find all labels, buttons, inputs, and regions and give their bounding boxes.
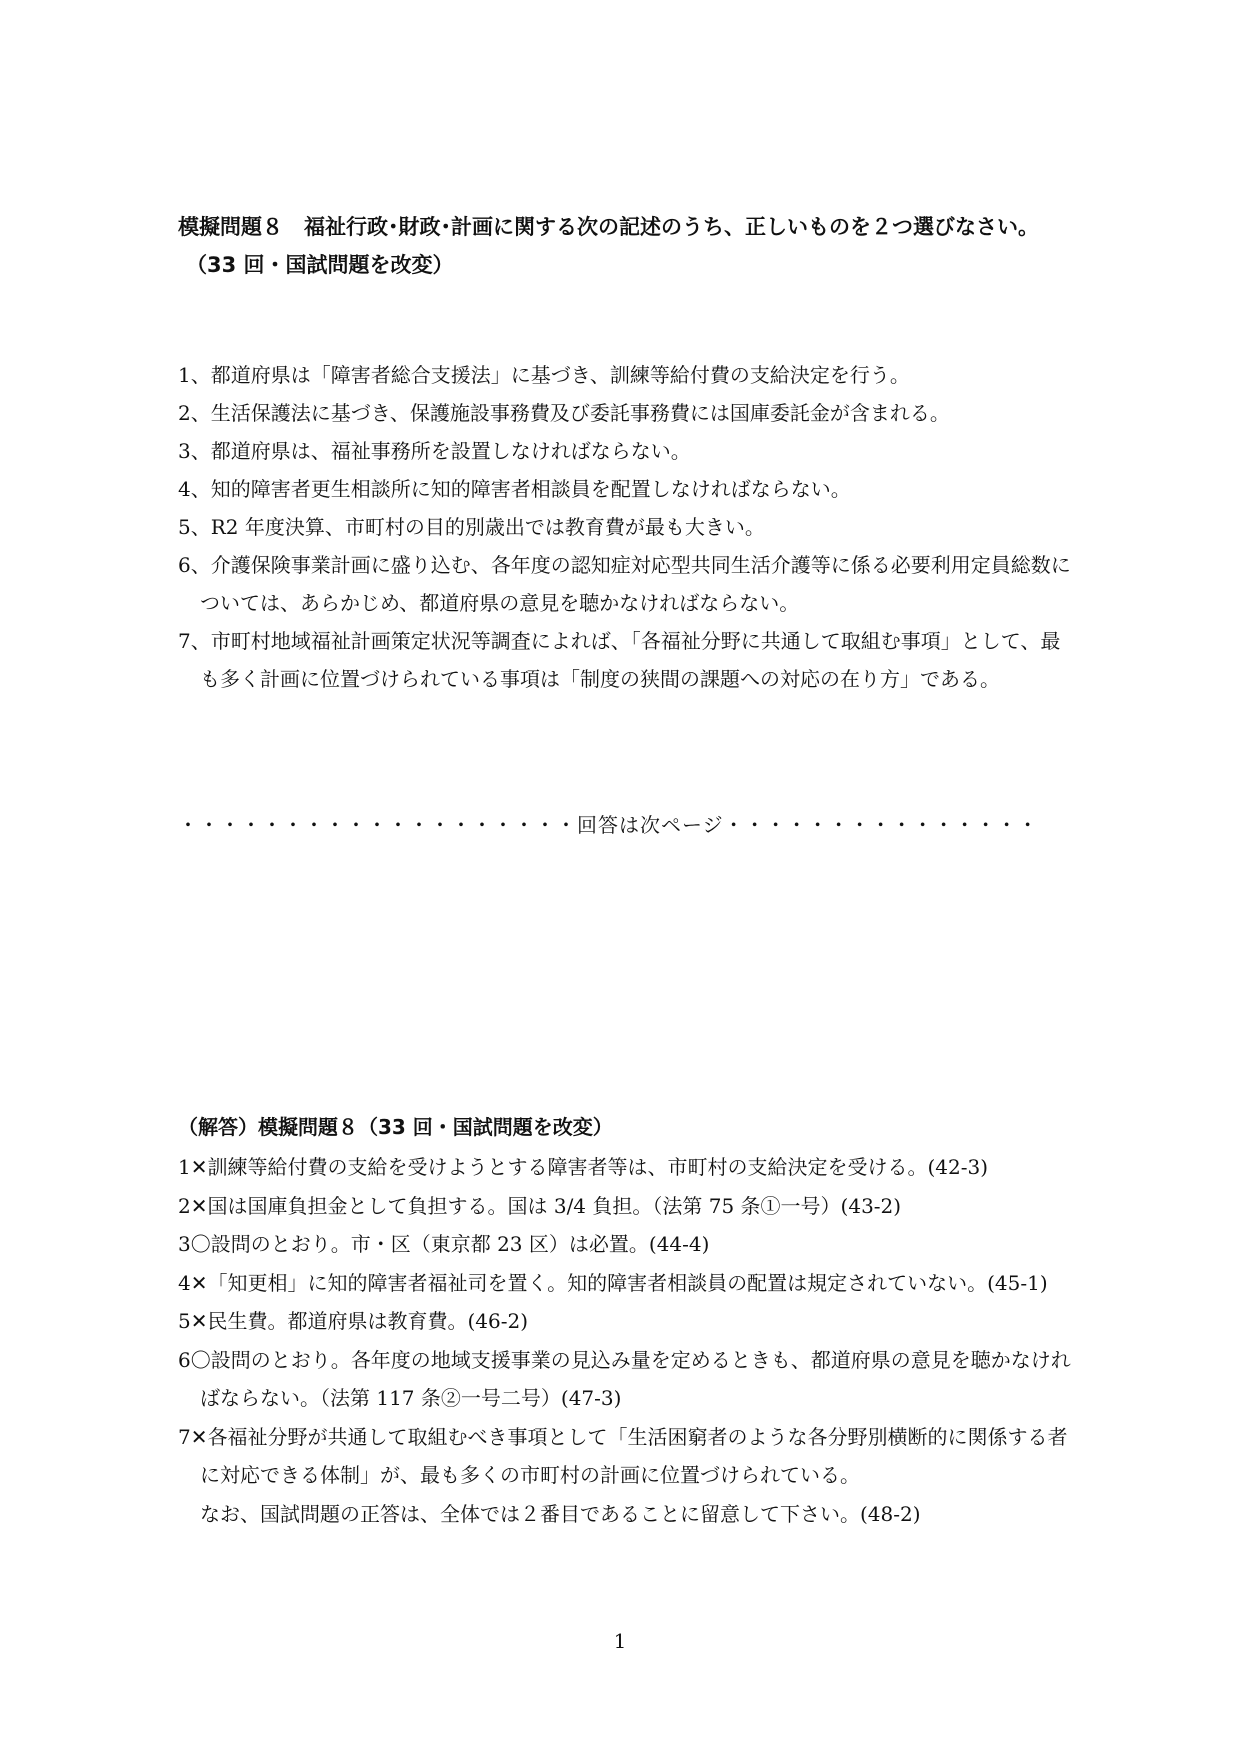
answer-item-1: 1✕訓練等給付費の支給を受けようとする障害者等は、市町村の支給決定を受ける。(42-3) (178, 1155, 989, 1179)
answer-item-6: 6〇設問のとおり。各年度の地域支援事業の見込み量を定めるときも、都道府県の意見を聴かなければならない。（法第 117 条②一号二号）(47-3) (178, 1347, 1071, 1410)
answer-item-2: 2✕国は国庫負担金として負担する。国は 3/4 負担。（法第 75 条①一号）(43-2) (178, 1193, 902, 1218)
answer-item-4: 4✕「知更相」に知的障害者福祉司を置く。知的障害者相談員の配置は規定されていない。(45-1) (178, 1270, 1048, 1295)
answer-item-7 (178, 1418, 1078, 1534)
question-title: 模擬問題８ 福祉行政･財政･計画に関する次の記述のうち、正しいものを２つ選びなさい。 (178, 215, 1039, 239)
answer-note: なお、国試問題の正答は、全体では２番目であることに留意して下さい。(48-2) (200, 1501, 921, 1526)
answer-title: （解答）模擬問題８（33 回・国試問題を改変） (178, 1115, 613, 1139)
answer-item-5: 5✕民生費。都道府県は教育費。(46-2) (178, 1309, 529, 1333)
answer-list (178, 1148, 1078, 1533)
answer-item-7-text: 7✕各福祉分野が共通して取組むべき事項として「生活困窮者のような各分野別横断的に関係する者に対応できる体制」が、最も多くの市町村の計画に位置づけられている。 (178, 1424, 1068, 1487)
choice-item-5: 5、R2 年度決算、市町村の目的別歳出では教育費が最も大きい。 (178, 515, 765, 539)
next-page-divider: ・・・・・・・・・・・・・・・・・・・回答は次ページ・・・・・・・・・・・・・・・ (178, 813, 1039, 837)
choice-item-2: 2、生活保護法に基づき、保護施設事務費及び委託事務費には国庫委託金が含まれる。 (178, 401, 950, 425)
question-heading (178, 208, 1078, 284)
question-subtitle: （33 回・国試問題を改変） (186, 253, 454, 277)
choice-item-6: 6、介護保険事業計画に盛り込む、各年度の認知症対応型共同生活介護等に係る必要利用定員総数については、あらかじめ、都道府県の意見を聴かなければならない。 (178, 553, 1071, 615)
choice-item-1: 1、都道府県は「障害者総合支援法」に基づき、訓練等給付費の支給決定を行う。 (178, 363, 910, 387)
choice-item-4: 4、知的障害者更生相談所に知的障害者相談員を配置しなければならない。 (178, 477, 851, 501)
choice-item-3: 3、都道府県は、福祉事務所を設置しなければならない。 (178, 439, 691, 463)
answer-item-3: 3〇設問のとおり。市・区（東京都 23 区）は必置。(44-4) (178, 1232, 710, 1256)
choice-list (178, 356, 1078, 698)
page-number: 1 (613, 1629, 627, 1653)
choice-item-7: 7、市町村地域福祉計画策定状況等調査によれば、「各福祉分野に共通して取組む事項」として、最も多く計画に位置づけられている事項は「制度の狭間の課題への対応の在り方」である。 (178, 629, 1061, 691)
